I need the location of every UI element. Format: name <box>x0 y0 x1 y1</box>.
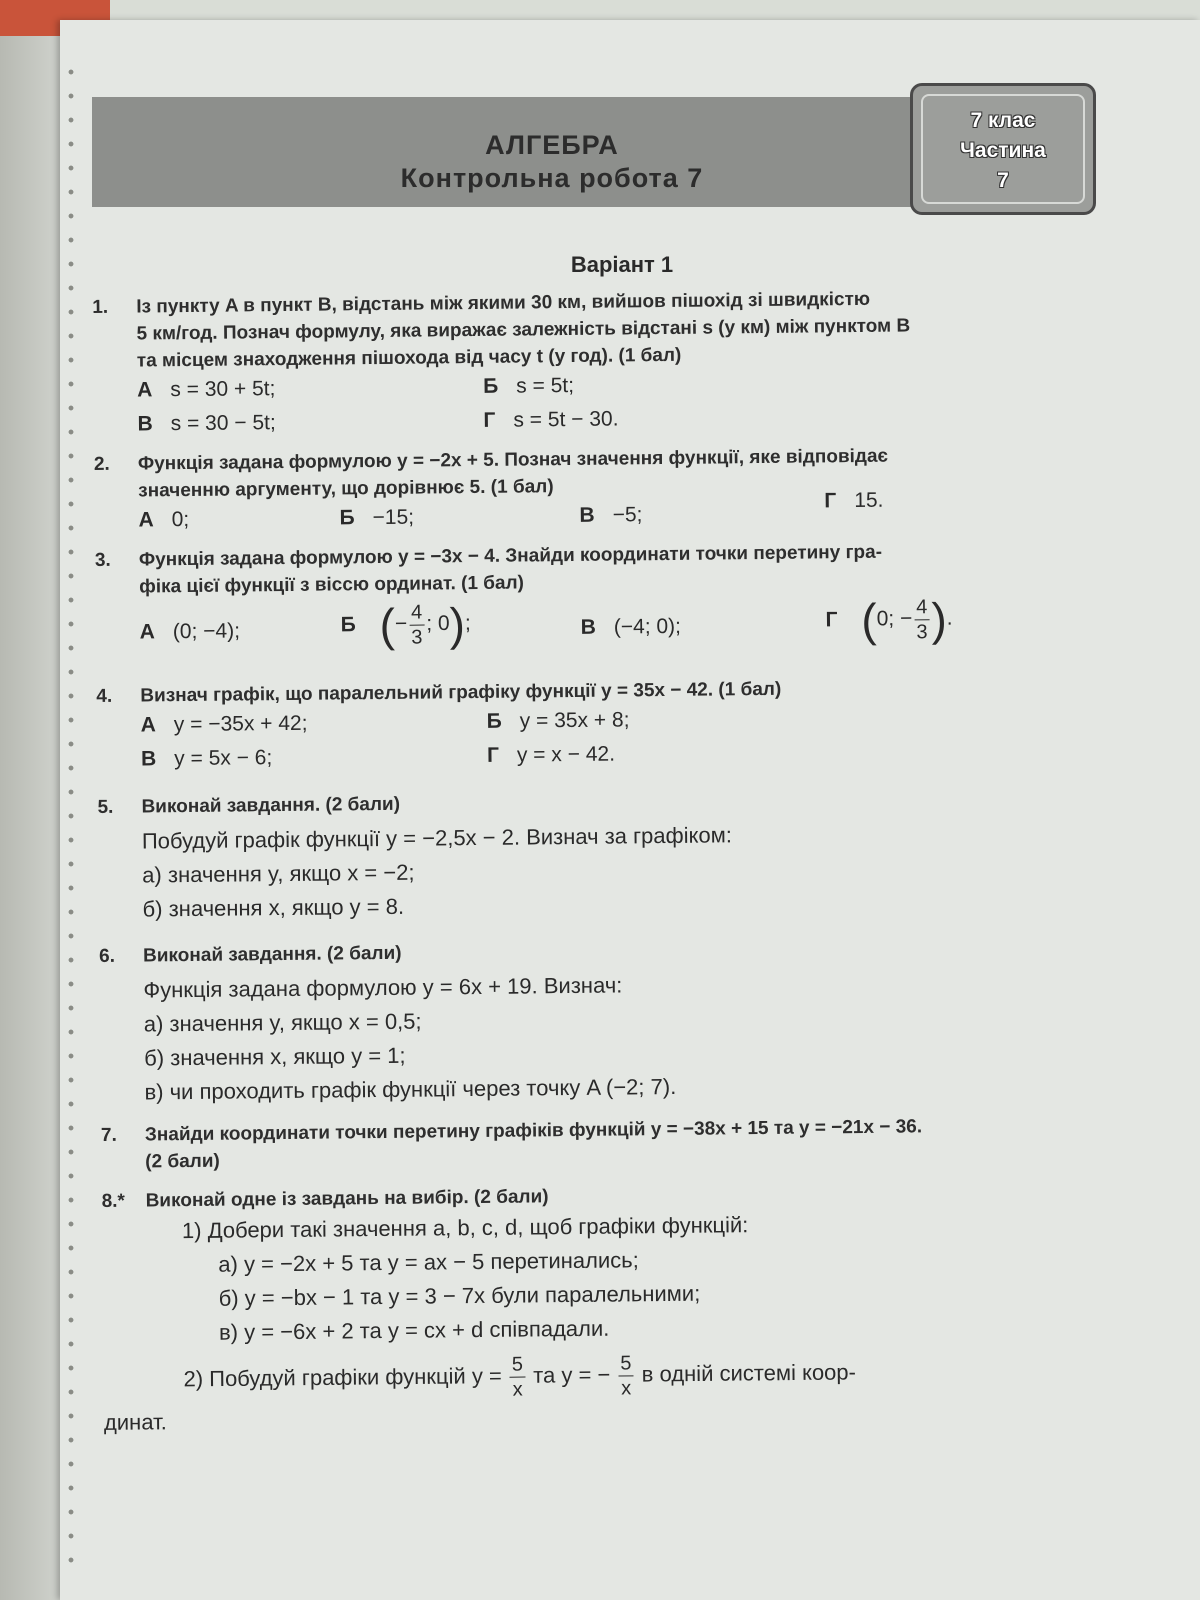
option-text: y = −35x + 42; <box>173 711 308 737</box>
task-6 <box>99 932 1151 1110</box>
option-letter: В <box>580 615 596 639</box>
page-subtitle: Контрольна робота 7 <box>400 163 704 193</box>
close-paren: ) <box>449 598 466 651</box>
fraction-denominator: 3 <box>916 620 928 643</box>
option-text: 0; <box>171 507 190 532</box>
option-letter: А <box>140 713 156 737</box>
class-badge <box>910 83 1096 215</box>
fraction <box>618 1351 634 1400</box>
question-line: Виконай завдання. (2 бали) <box>142 942 402 967</box>
task-4 <box>96 672 1147 778</box>
class-label: 7 клас <box>970 109 1036 132</box>
option-b <box>483 374 574 399</box>
option-text: y = x − 42. <box>516 742 616 767</box>
subtask-a: а) значення y, якщо x = −2; <box>142 859 415 888</box>
question-line: Виконай завдання. (2 бали) <box>141 793 401 818</box>
fraction <box>510 1353 526 1402</box>
question-line: та місцем знаходження пішохода від часу t (у год). (1 бал) <box>136 344 682 372</box>
question-line: Знайди координати точки перетину графіків функцій y = −38x + 15 та y = −21x − 36. <box>144 1116 923 1146</box>
option-text: −5; <box>612 503 643 527</box>
fraction <box>914 595 930 644</box>
option-text: s = 5t − 30. <box>513 407 619 432</box>
page-title: АЛГЕБРА <box>485 130 619 160</box>
subtask-1a: а) y = −2x + 5 та y = ax − 5 перетинались; <box>218 1247 639 1277</box>
task-number: 4. <box>96 685 113 707</box>
option-a <box>137 377 275 402</box>
option-text: s = 30 + 5t; <box>170 377 276 402</box>
question-line: фіка цієї функції з віссю ординат. (1 бал) <box>139 572 525 598</box>
option-c <box>141 746 272 771</box>
option-text: ; <box>464 611 471 635</box>
option-c <box>137 411 275 436</box>
option-letter: А <box>139 620 155 644</box>
option-text: ; 0 <box>426 611 450 636</box>
option-text: s = 5t; <box>516 373 575 398</box>
task-2 <box>94 440 1145 539</box>
task-number: 8.* <box>101 1190 126 1212</box>
worksheet-page <box>60 20 1200 1600</box>
option-text: (0; −4); <box>172 619 241 644</box>
spiral-holes <box>68 60 74 1580</box>
fraction-numerator: 5 <box>618 1351 633 1376</box>
option-b <box>487 708 630 733</box>
option-letter: А <box>137 378 153 402</box>
fraction-numerator: 4 <box>409 600 424 625</box>
question-line: Визнач графік, що паралельний графіку функції y = 35x − 42. (1 бал) <box>140 678 782 707</box>
part-number: 7 <box>997 169 1009 192</box>
option-a <box>138 508 189 533</box>
option-letter: А <box>138 508 154 532</box>
option-letter: Г <box>486 743 500 767</box>
option-letter: Б <box>483 374 499 398</box>
option-text: (−4; 0); <box>613 614 682 639</box>
option-text: − <box>394 612 408 636</box>
option-text: s = 30 − 5t; <box>170 411 276 436</box>
subtask-a: а) значення y, якщо x = 0,5; <box>143 1008 422 1037</box>
binder-edge <box>0 36 60 1600</box>
option-letter: Г <box>825 607 838 631</box>
option-a <box>141 712 308 738</box>
option-d <box>824 489 883 514</box>
option-letter: Б <box>339 506 355 530</box>
subtask-text: 2) Побудуй графіки функцій y = <box>183 1363 502 1392</box>
question-line: Функція задана формулою y = −2x + 5. Познач значення функції, яке відповідає <box>137 445 889 475</box>
option-d <box>483 407 618 432</box>
question-line: (2 бали) <box>145 1150 220 1173</box>
open-paren: ( <box>861 593 877 646</box>
question-line: 5 км/год. Познач формулу, яка виражає залежність відстані s (у км) між пунктом B <box>136 315 911 345</box>
task-number: 2. <box>93 453 110 475</box>
task-body: Функція задана формулою y = 6x + 19. Визнач: <box>143 972 623 1003</box>
option-text: 15. <box>854 488 884 513</box>
task-number: 5. <box>97 796 114 818</box>
option-text: y = 5x − 6; <box>174 746 273 771</box>
task-8 <box>102 1177 1155 1440</box>
option-c <box>581 615 682 640</box>
subtask-text: в одній системі коор- <box>641 1359 857 1387</box>
close-paren: ) <box>931 593 948 646</box>
fraction-denominator: x <box>621 1377 632 1400</box>
subtask-1: 1) Добери такі значення a, b, c, d, щоб графіки функцій: <box>181 1212 749 1244</box>
task-question <box>101 1111 1152 1176</box>
question-line: Функція задана формулою y = −3x − 4. Знайди координати точки перетину гра- <box>138 541 883 571</box>
option-b <box>340 597 471 652</box>
task-question <box>92 283 1143 375</box>
subtask-b: б) значення x, якщо y = 1; <box>144 1042 406 1071</box>
question-line: Виконай одне із завдань на вибір. (2 бали) <box>145 1186 549 1212</box>
subtask-1b: б) y = −bx − 1 та y = 3 − 7x були паралельними; <box>218 1280 701 1311</box>
fraction-numerator: 4 <box>914 595 929 620</box>
task-body: Побудуй графік функції y = −2,5x − 2. Визнач за графіком: <box>141 822 733 854</box>
option-text: y = 35x + 8; <box>519 708 630 733</box>
task-1 <box>92 283 1144 443</box>
subtask-2-continuation: динат. <box>103 1409 167 1435</box>
subtask-1c: в) y = −6x + 2 та y = cx + d співпадали. <box>218 1315 610 1345</box>
answer-options <box>95 590 1146 673</box>
task-number: 3. <box>94 549 111 571</box>
option-text: . <box>946 606 953 630</box>
option-letter: Б <box>486 709 502 733</box>
task-3 <box>95 536 1146 673</box>
task-number: 7. <box>100 1124 117 1146</box>
subtask-c: в) чи проходить графік функції через точку A (−2; 7). <box>144 1073 677 1105</box>
task-5 <box>97 783 1148 927</box>
option-letter: В <box>140 747 157 771</box>
variant-heading: Варіант 1 <box>570 252 674 277</box>
option-letter: В <box>579 503 595 527</box>
fraction-numerator: 5 <box>510 1353 525 1378</box>
option-a <box>140 619 241 644</box>
subtask-b: б) значення x, якщо y = 8. <box>142 893 405 922</box>
option-letter: Г <box>824 489 837 513</box>
option-letter: Б <box>340 612 356 636</box>
option-text: −15; <box>372 505 415 530</box>
open-paren: ( <box>379 598 396 652</box>
task-number: 1. <box>92 296 109 318</box>
task-list <box>92 269 1154 1440</box>
option-letter: В <box>137 412 153 436</box>
option-b <box>339 506 414 531</box>
option-d <box>825 592 953 647</box>
option-text: 0; − <box>876 606 913 631</box>
option-c <box>579 503 642 528</box>
fraction-denominator: x <box>512 1378 523 1401</box>
question-line: значенню аргументу, що дорівнює 5. (1 бал) <box>138 476 554 502</box>
option-d <box>487 743 615 768</box>
option-letter: Г <box>483 408 496 432</box>
fraction-denominator: 3 <box>411 626 423 649</box>
subtask-text: та y = − <box>533 1361 611 1388</box>
part-label: Частина <box>960 139 1046 162</box>
question-line: Із пункту A в пункт B, відстань між якими 30 км, вийшов пішохід зі швидкістю <box>136 288 871 318</box>
fraction <box>409 600 425 649</box>
task-number: 6. <box>98 945 116 967</box>
task-7 <box>101 1111 1152 1176</box>
